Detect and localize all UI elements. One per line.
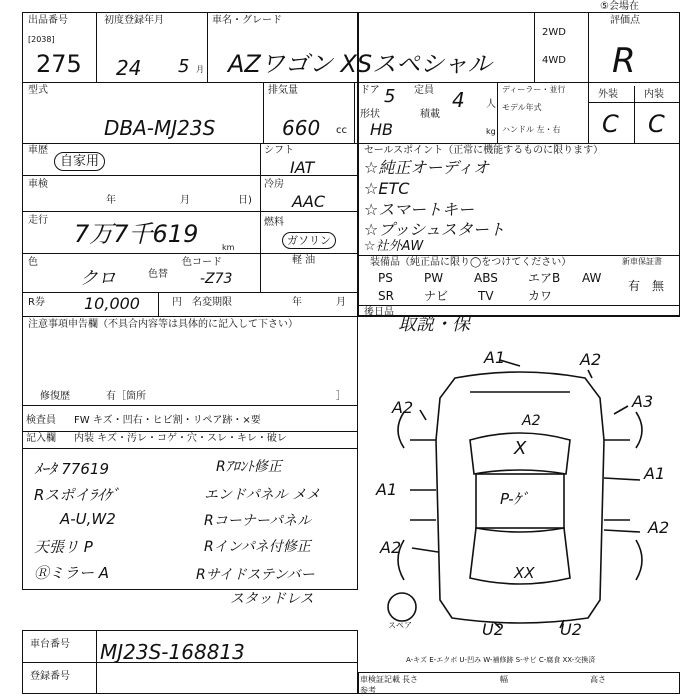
chassis-label: 車台番号 — [30, 639, 70, 650]
displacement-value: 660 — [282, 116, 321, 140]
grade-value: R — [612, 41, 636, 81]
front-right-wheel — [636, 412, 642, 448]
repair-label: 修復歴 — [40, 391, 70, 402]
damage-mark: P-ｹﾞ — [500, 490, 529, 508]
sales-item: ☆スマートキー — [364, 200, 475, 219]
hand-note: Rコーナーパネル — [204, 513, 312, 529]
front-left-wheel — [398, 412, 404, 448]
equip-leather: カワ — [528, 289, 553, 303]
damage-mark: XX — [514, 564, 535, 582]
hand-note: Rインパネ付修正 — [204, 539, 311, 555]
chassis-value: MJ23S-168813 — [100, 640, 245, 664]
inspection-label: 車検 — [28, 179, 48, 190]
later-value: 取説・保 — [398, 314, 470, 335]
color-label: 色 — [28, 257, 38, 268]
color-change-label: 色替 — [148, 269, 168, 280]
hand-note: エンドパネル メメ — [204, 487, 321, 503]
inspection-day: 日) — [238, 195, 252, 206]
doors-label: ドア — [360, 85, 380, 96]
cc-unit: cc — [336, 125, 347, 136]
hand-note: Rサイドステンバー — [196, 567, 315, 583]
hand-note: スタッドレス — [230, 591, 314, 607]
hand-note: ﾒｰﾀ 77619 — [34, 460, 109, 478]
km-unit: km — [222, 243, 235, 252]
kg-unit: kg — [486, 127, 496, 136]
equip-airbag: エアB — [528, 271, 561, 285]
caution-label: 注意事項申告欄（不具合内容等は具体的に記入して下さい） — [28, 319, 298, 330]
sales-item: ☆純正オーディオ — [364, 158, 490, 177]
interior-label: 内装 — [644, 89, 664, 100]
damage-mark: A1 — [376, 480, 398, 499]
dims-title: 車検証記載 — [360, 675, 400, 684]
first-reg-month: 5 — [178, 56, 190, 77]
recorder-label: 記入欄 — [26, 433, 56, 444]
equipment-title: 装備品（純正品に限り◯をつけてください） — [370, 257, 572, 268]
damage-mark: A2 — [522, 413, 541, 429]
model-label: 車名・グレード — [212, 15, 282, 26]
fuel-label: 燃料 — [264, 217, 284, 228]
damage-mark: A3 — [632, 392, 654, 411]
lot-number: 275 — [36, 50, 82, 78]
later-label: 後日品 — [364, 307, 394, 318]
warranty-no: 無 — [652, 279, 665, 293]
dealer-label: ディーラー・並行 — [502, 85, 566, 94]
reg-label: 登録番号 — [30, 671, 70, 682]
drive-4wd: 4WD — [542, 55, 566, 66]
diagram-legend: A-キズ E-エクボ U-凹み W-補修跡 S-サビ C-腐食 XX-交換済 — [406, 656, 596, 664]
damage-mark: A1 — [484, 348, 506, 367]
inspection-year: 年 — [106, 195, 116, 206]
interior-value: C — [648, 110, 665, 138]
color-value: クロ — [80, 268, 116, 289]
capacity-label: 定員 — [414, 85, 434, 96]
load-label: 積載 — [420, 109, 440, 120]
damage-mark: A2 — [392, 398, 414, 417]
damage-mark: U2 — [560, 620, 582, 639]
person-unit: 人 — [486, 99, 496, 110]
ref-label: 参考 — [360, 686, 376, 695]
color-code-label: 色コード — [182, 257, 222, 268]
sales-title: セールスポイント（正常に機能するものに限ります） — [364, 145, 604, 156]
mileage-label: 走行 — [28, 215, 48, 226]
fuel-value: ガソリン — [282, 232, 336, 249]
model-year-label: モデル年式 — [502, 103, 542, 112]
inspector-label: 検査員 — [26, 415, 56, 426]
model-value: AZワゴン XSスペシャル — [228, 50, 492, 78]
new-car-warranty: 新車保証書 — [622, 257, 662, 266]
ac-value: AAC — [292, 192, 326, 211]
first-reg-year: 24 — [116, 56, 142, 80]
lot-sub: [2038] — [28, 35, 55, 44]
sales-item: ☆社外AW — [364, 239, 424, 254]
damage-mark: A2 — [380, 538, 402, 557]
use-value: 自家用 — [54, 152, 105, 171]
shape-label: 形状 — [360, 109, 380, 120]
title-month: 月 — [336, 297, 346, 308]
equip-aw: AW — [582, 271, 602, 285]
lot-label: 出品番号 — [28, 15, 68, 26]
hand-note: 天張リ P — [34, 538, 93, 556]
hand-note: Ⓡミラー A — [34, 564, 110, 582]
exterior-label: 外装 — [598, 89, 618, 100]
fw-row: FW キズ・凹右・ヒビ割・リペア跡・×要 — [74, 415, 261, 426]
equip-navi: ナビ — [424, 289, 449, 303]
shape-value: HB — [370, 120, 394, 139]
repair-value: 有［箇所 — [106, 391, 146, 402]
hand-note: A-U,W2 — [60, 510, 116, 528]
top-right-note: ⑤会場在 — [600, 1, 639, 12]
type-label: 型式 — [28, 85, 48, 96]
equip-ps: PS — [378, 271, 393, 285]
hand-note: Rスポイﾗｲｹﾞ — [34, 486, 120, 504]
equip-abs: ABS — [474, 271, 498, 285]
drive-2wd: 2WD — [542, 27, 566, 38]
damage-mark: A2 — [648, 518, 670, 537]
handle-label: ハンドル 左・右 — [502, 125, 561, 134]
interior-row: 内装 キズ・汚レ・コゲ・穴・スレ・キレ・破レ — [74, 433, 287, 444]
ac-label: 冷房 — [264, 179, 284, 190]
equip-tv: TV — [478, 289, 494, 303]
capacity-value: 4 — [452, 88, 465, 112]
title-year: 年 — [292, 297, 302, 308]
doors-value: 5 — [384, 86, 396, 107]
spare-label: スペア — [388, 621, 412, 630]
warranty-yes: 有 — [628, 279, 641, 293]
sales-item: ☆プッシュスタート — [364, 220, 505, 239]
width-label: 幅 — [500, 675, 508, 684]
sales-item: ☆ETC — [364, 179, 410, 198]
damage-mark: A2 — [580, 350, 602, 369]
repair-close: ］ — [336, 391, 346, 402]
inspection-month: 月 — [180, 195, 190, 206]
damage-mark: A1 — [644, 464, 666, 483]
use-label: 車歴 — [28, 145, 48, 156]
equip-pw: PW — [424, 271, 444, 285]
color-code-value: -Z73 — [200, 271, 233, 287]
first-reg-label: 初度登録年月 — [104, 15, 164, 26]
hand-note: Rｱﾛﾝﾄ修正 — [216, 459, 282, 475]
title-label: 名変期限 — [192, 297, 232, 308]
equip-sr: SR — [378, 289, 394, 303]
exterior-value: C — [602, 110, 619, 138]
recycle-value: 10,000 — [84, 294, 140, 313]
shift-label: シフト — [264, 145, 294, 156]
damage-mark: U2 — [482, 620, 504, 639]
rear-right-wheel — [636, 540, 642, 580]
type-value: DBA-MJ23S — [104, 116, 216, 140]
height-label: 高さ — [590, 675, 606, 684]
length-label: 長さ — [402, 675, 418, 684]
spare-tire — [388, 593, 416, 621]
mileage-value: 7万7千619 — [74, 220, 199, 248]
yen-unit: 円 — [172, 297, 182, 308]
displacement-label: 排気量 — [268, 85, 298, 96]
month-unit: 月 — [196, 65, 204, 74]
recycle-label: R券 — [28, 297, 45, 308]
fuel-alt: 軽 油 — [292, 255, 316, 266]
shift-value: IAT — [290, 158, 315, 177]
grade-label: 評価点 — [610, 15, 640, 26]
damage-mark: X — [514, 438, 527, 459]
